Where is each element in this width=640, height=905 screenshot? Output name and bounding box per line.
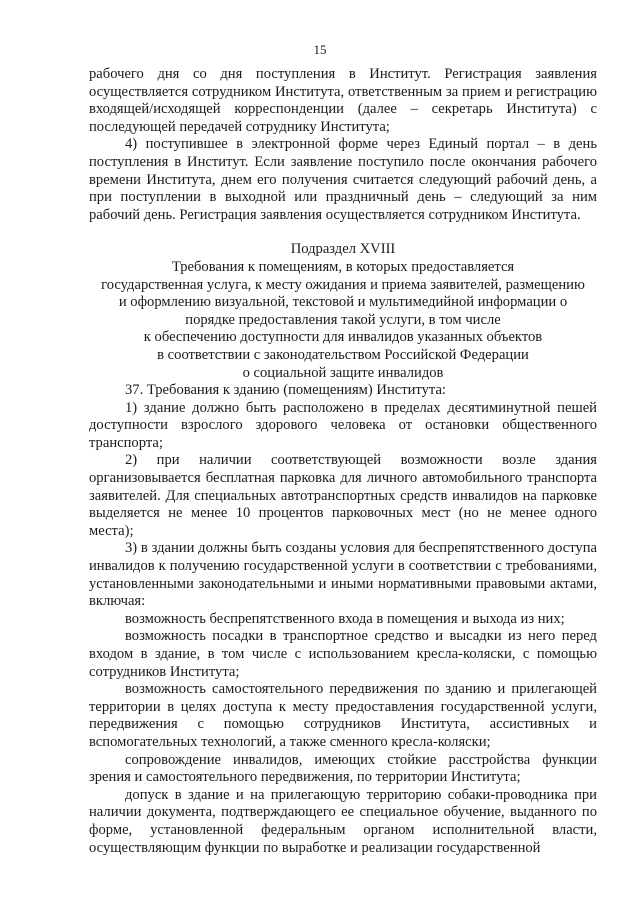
list-item: возможность самостоятельного передвижения по зданию и прилегающей территории в целях доступа к месту предоставления государственной услуги, передвижения с помощью сотрудников Института, ассистивных и вспомогательных технологий, а также сменного кресла-коляски; [89, 681, 597, 750]
subsection-heading-line: Требования к помещениям, в которых предоставляется [171, 258, 515, 275]
subsection-heading-line: о социальной защите инвалидов [242, 364, 444, 381]
page-number: 15 [313, 42, 327, 57]
subsection-heading-line: к обеспечению доступности для инвалидов указанных объектов [143, 329, 543, 346]
list-item: возможность беспрепятственного входа в помещения и выхода из них; [125, 610, 565, 627]
subsection-heading-line: государственная услуга, к месту ожидания и приема заявителей, размещению [101, 276, 585, 293]
list-item: сопровождение инвалидов, имеющих стойкие расстройства функции зрения и самостоятельного передвижения, по территории Института; [89, 751, 597, 786]
clause-37-title: 37. Требования к зданию (помещениям) Института: [125, 382, 446, 399]
subsection-heading-line: и оформлению визуальной, текстовой и мультимедийной информации о [118, 294, 568, 311]
subsection-heading-line: в соответствии с законодательством Российской Федерации [157, 346, 529, 363]
clause-item-2: 2) при наличии соответствующей возможности возле здания организовывается бесплатная парковка для личного автомобильного транспорта заявителей. Для специальных автотранспортных средств инвалидов на парковке выделяется не менее 10 процентов парковочных мест (но не менее одного места); [89, 452, 597, 539]
clause-item-3: 3) в здании должны быть созданы условия для беспрепятственного доступа инвалидов к получению государственной услуги в соответствии с требованиями, установленными законодательными и иными нормативными правовыми актами, включая: [89, 540, 597, 610]
subsection-heading-line: порядке предоставления такой услуги, в том числе [185, 311, 501, 328]
document-body [89, 66, 597, 857]
subsection-title: Подраздел XVIII [290, 241, 396, 258]
section-spacer [89, 224, 597, 241]
paragraph-item-4: 4) поступившее в электронной форме через Единый портал – в день поступления в Институт. Если заявление поступило после окончания рабочего времени Института, днем его получения считается следующий рабочий день, а при поступлении в выходной или праздничный день – следующий за ним рабочий день. Регистрация заявления осуществляется сотрудником Института. [89, 136, 597, 223]
list-item: допуск в здание и на прилегающую территорию собаки-проводника при наличии документа, подтверждающего ее специальное обучение, выданного по форме, установленной федеральным органом исполнительной власти, осуществляющим функции по выработке и реализации государственной [89, 786, 597, 856]
paragraph-continuation: рабочего дня со дня поступления в Институт. Регистрация заявления осуществляется сотрудником Института, ответственным за прием и регистрацию входящей/исходящей корреспонденции (далее – секретарь Института) с последующей передачей сотруднику Института; [89, 66, 597, 135]
clause-item-1: 1) здание должно быть расположено в пределах десятиминутной пешей доступности взрослого здорового человека от остановки общественного транспорта; [89, 399, 597, 451]
list-item: возможность посадки в транспортное средство и высадки из него перед входом в здание, в том числе с использованием кресла-коляски, с помощью сотрудников Института; [89, 628, 597, 680]
